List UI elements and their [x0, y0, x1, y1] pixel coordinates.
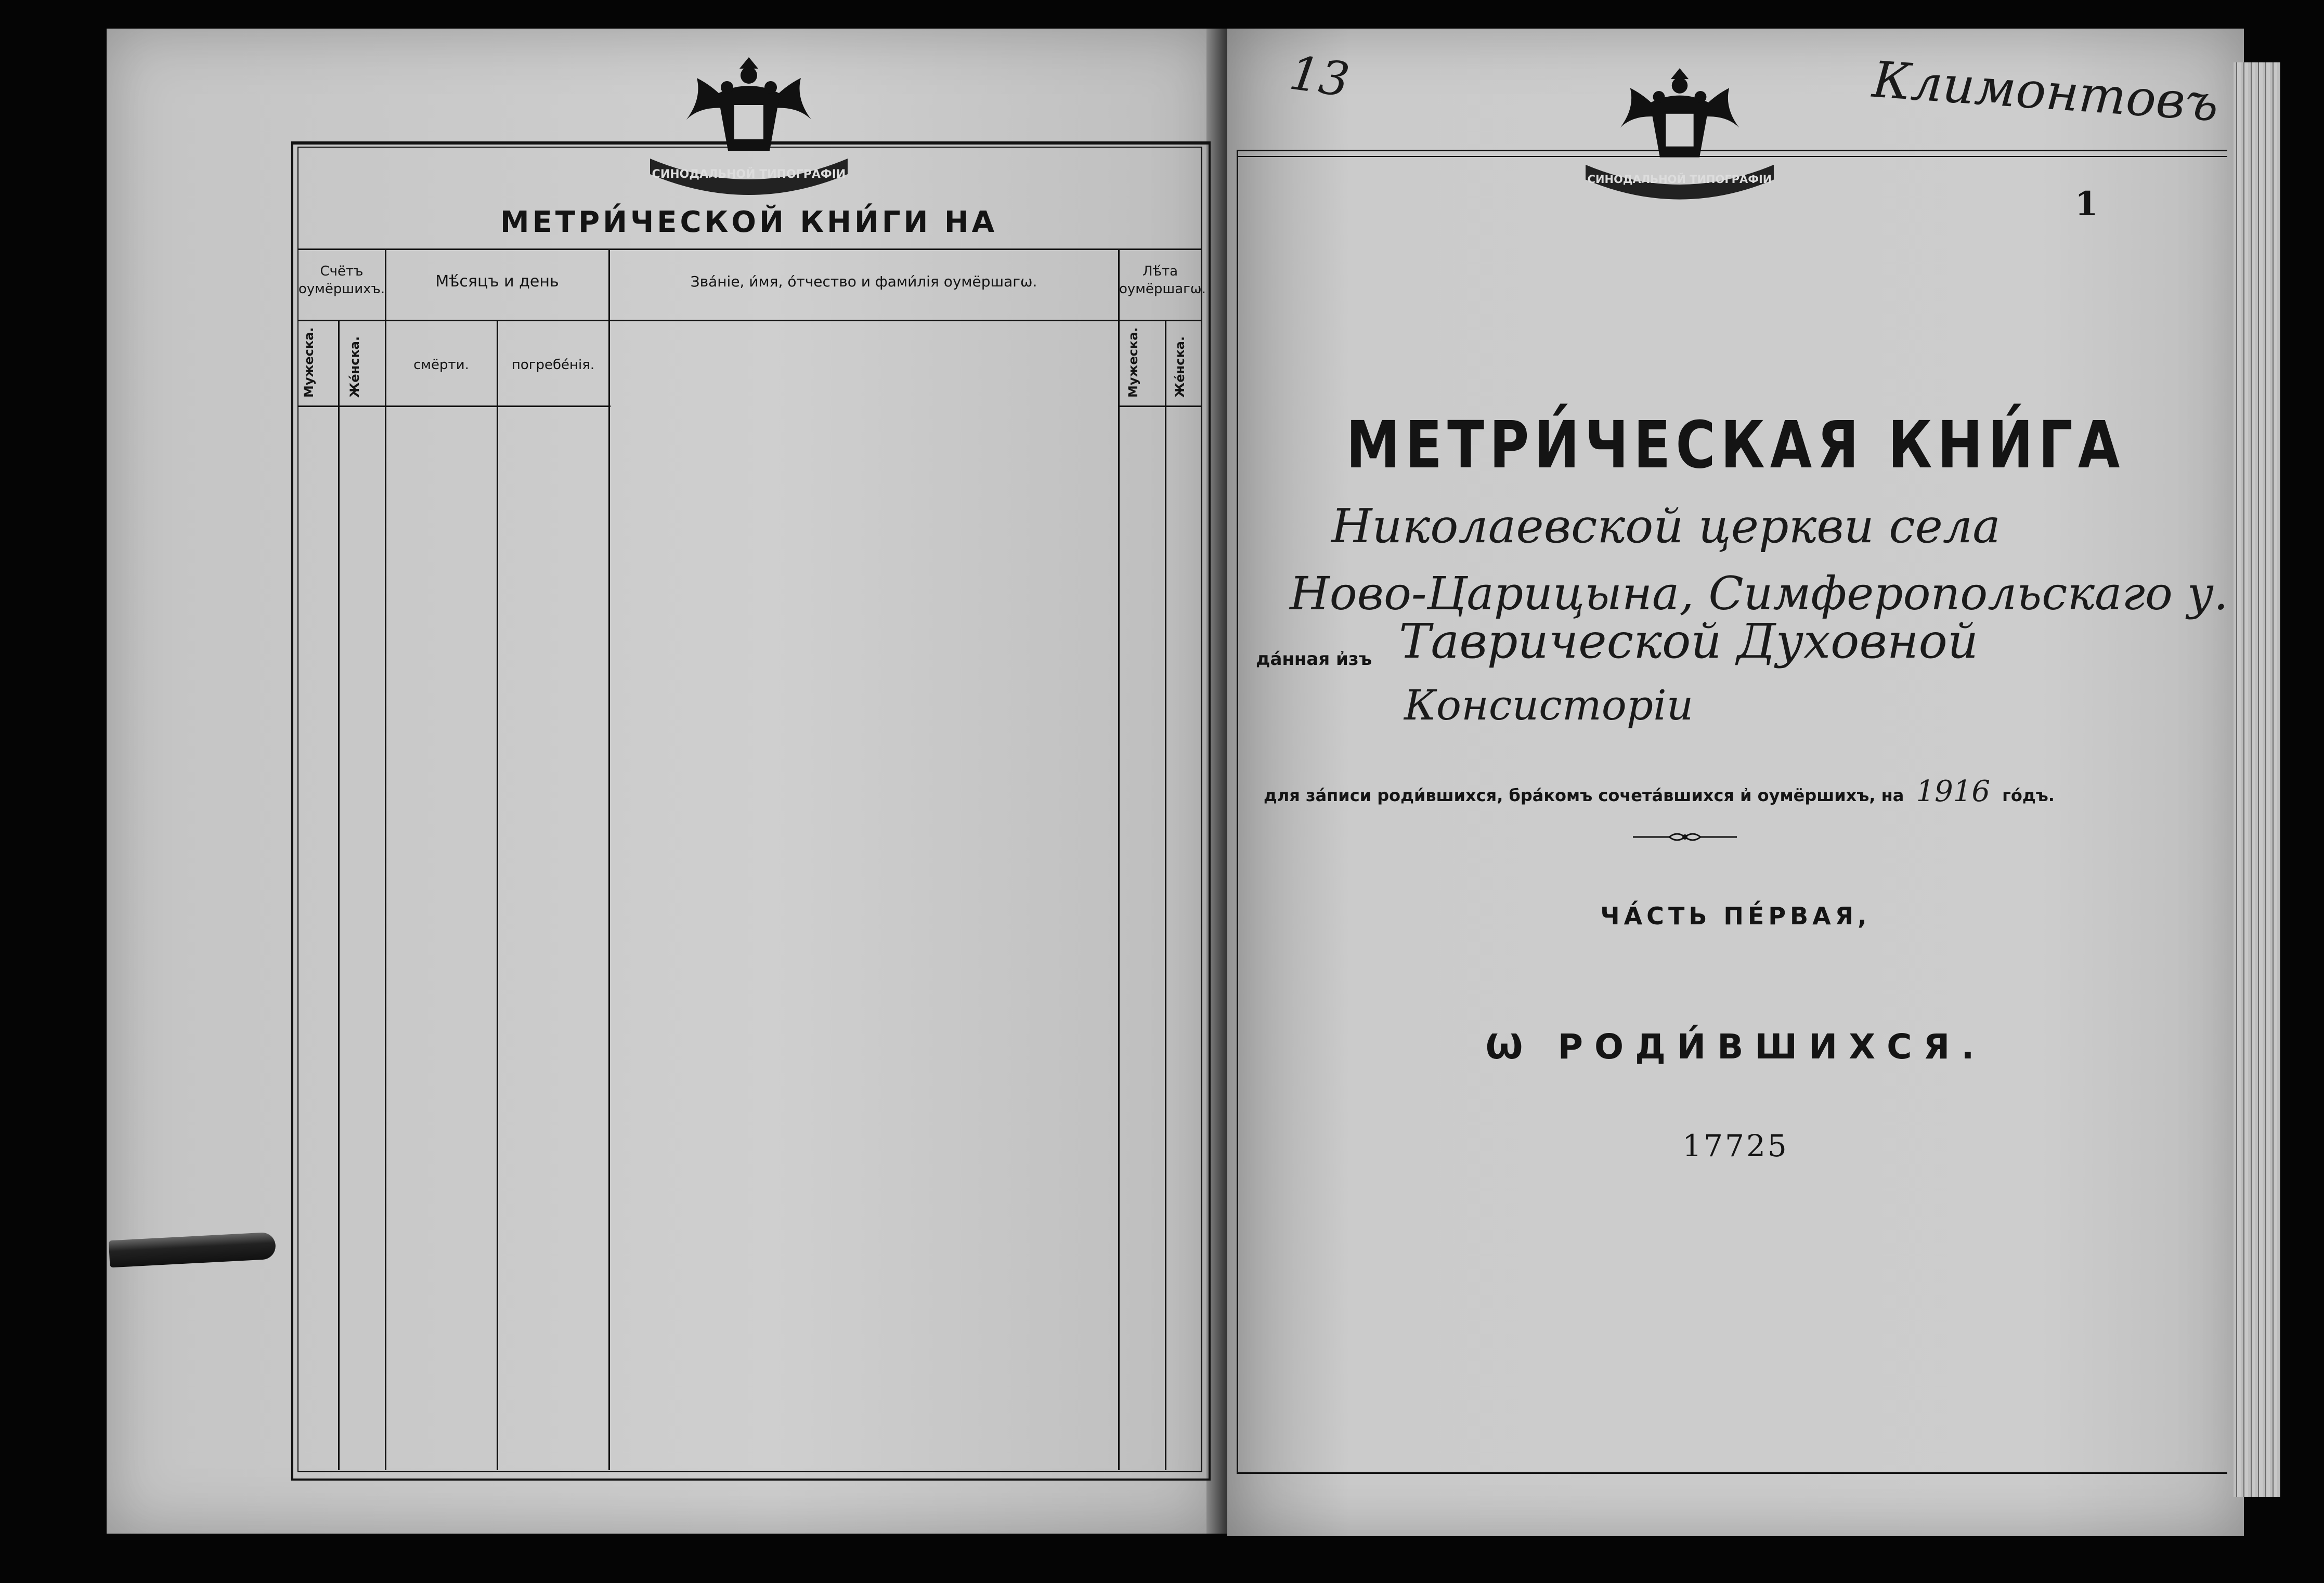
ledger-rule [1118, 405, 1201, 407]
col-death: смёрти. [413, 357, 469, 373]
ledger-rule [298, 248, 1201, 250]
right-frame-rule [1237, 151, 1238, 1474]
right-frame-rule [1237, 156, 2227, 157]
ledger-rule [298, 405, 611, 407]
ledger-column-rule [1165, 320, 1166, 1470]
ledger-column-rule [497, 320, 498, 1470]
ledger-inner-frame [297, 147, 1206, 1472]
imperial-eagle-crest-icon [1576, 57, 1784, 208]
col-burial: погребе́нія. [511, 357, 595, 373]
col-female: Же́нска. [347, 336, 362, 398]
page-number: 1 [2075, 185, 2098, 224]
handwritten-village: Ново-Царицына, Симферопольскаго у. [1290, 567, 2228, 620]
purpose-line [1264, 775, 2055, 808]
handwritten-folio-number: 13 [1286, 45, 1353, 108]
col-header-month-day: Мѣ́сяцъ и день [435, 272, 559, 291]
right-frame-rule [1237, 1472, 2227, 1474]
register-title: МЕТРИ́ЧЕСКАЯ КНИ́ГА [1346, 407, 2125, 483]
col-age-female: Же́нска. [1173, 336, 1187, 398]
col-age-male: Мужеска. [1126, 327, 1140, 398]
col-header-name: Зва́ніе, и́мя, о́тчество и фами́лія оумёршагѡ. [690, 273, 1037, 290]
col-male: Мужеска. [302, 327, 316, 398]
handwritten-surname: Климонтовъ [1870, 50, 2221, 133]
handwritten-year: 1916 [1916, 775, 1991, 808]
ledger-column-rule [608, 248, 610, 1470]
ornament-divider-icon [1633, 831, 1737, 843]
section-heading: Ѡ РОДИ́ВШИХСЯ. [1485, 1027, 1986, 1067]
stamp-number: 17725 [1682, 1128, 1789, 1163]
handwritten-consistory: Таврической Духовной [1399, 613, 1979, 669]
handwritten-church: Николаевской церкви села [1331, 499, 2001, 554]
ledger-column-rule [1118, 248, 1120, 1470]
seal-ribbon-text: СИНОДАЛЬНОЙ ТИПОГРАФІИ [652, 168, 846, 181]
year-suffix: го́дъ. [2002, 786, 2055, 805]
ledger-title: МЕТРИ́ЧЕСКОЙ КНИ́ГИ НА [500, 205, 998, 239]
ledger-column-rule [338, 320, 340, 1470]
seal-ribbon-text: СИНОДАЛЬНОЙ ТИПОГРАФІИ [1587, 173, 1772, 186]
page-edges-right [2234, 62, 2280, 1497]
given-from-label: да́нная и҆зъ [1256, 649, 1372, 670]
ledger-column-rule [385, 248, 386, 1470]
col-header-count: Счётъ оумёршихъ. [298, 264, 385, 297]
purpose-text: для за́писи роди́вшихся, бра́комъ сочета́вшихся и҆ оумёршихъ, на [1264, 786, 1904, 805]
col-header-age: Лѣ́та оумёршагѡ. [1119, 264, 1206, 297]
part-heading: ЧА́СТЬ ПЕ́РВАЯ, [1600, 902, 1871, 930]
handwritten-consistory-cont: Консисторіи [1404, 681, 1694, 729]
ledger-rule [298, 320, 1201, 321]
right-frame-rule [1237, 150, 2227, 151]
